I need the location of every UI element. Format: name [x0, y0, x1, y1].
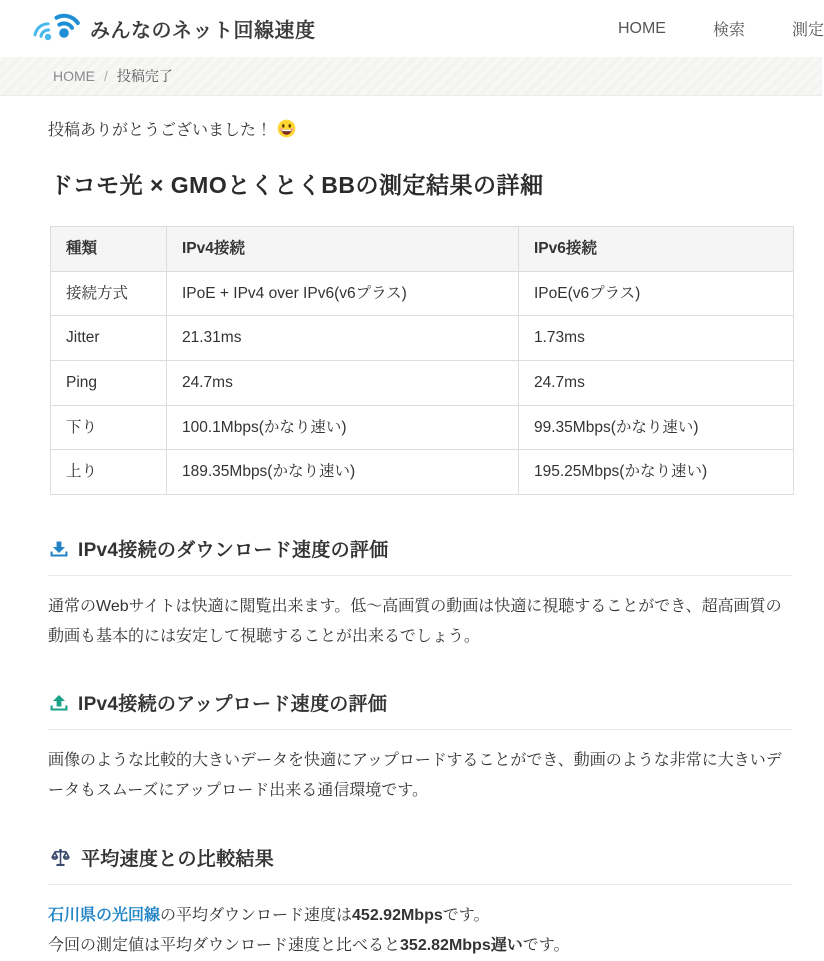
site-title: みんなのネット回線速度	[90, 14, 316, 43]
download-evaluation-text: 通常のWebサイトは快適に閲覧出来ます。低〜高画質の動画は快適に視聴することができ、超高画質の動画も基本的には安定して視聴することが出来るでしょう。	[48, 592, 792, 651]
download-section-label: IPv4接続のダウンロード速度の評価	[78, 535, 389, 562]
table-row	[51, 316, 794, 361]
ipv6-value: 195.25Mbps(かなり速い)	[519, 450, 794, 495]
ipv6-value: 1.73ms	[519, 316, 794, 361]
ipv6-value: 99.35Mbps(かなり速い)	[519, 405, 794, 450]
comparison-section-title	[48, 844, 792, 885]
comparison-result-text	[48, 901, 792, 961]
upload-section-title	[48, 689, 792, 730]
download-section-title	[48, 535, 792, 576]
page-title: ドコモ光 × GMOとくとくBBの測定結果の詳細	[50, 167, 792, 200]
ipv4-value: 189.35Mbps(かなり速い)	[167, 450, 519, 495]
comparison-line2-text: 今回の測定値は平均ダウンロード速度と比べると	[48, 937, 400, 954]
breadcrumb-current-page: 投稿完了	[117, 66, 173, 86]
site-logo[interactable]	[35, 11, 316, 47]
comparison-section-label: 平均速度との比較結果	[81, 844, 274, 871]
results-table	[50, 226, 794, 495]
col-header-ipv4: IPv4接続	[167, 227, 519, 272]
ipv6-value: 24.7ms	[519, 361, 794, 406]
grinning-face-emoji	[277, 119, 296, 138]
comparison-line2-suffix: です。	[523, 937, 570, 954]
site-header	[0, 0, 822, 57]
average-download-speed: 452.92Mbps	[352, 907, 443, 924]
table-row	[51, 271, 794, 316]
row-label: Ping	[51, 361, 167, 406]
comparison-line1-text: の平均ダウンロード速度は	[160, 907, 352, 924]
table-row	[51, 361, 794, 406]
row-label: 上り	[51, 450, 167, 495]
row-label: Jitter	[51, 316, 167, 361]
nav-item-home[interactable]: HOME	[618, 20, 666, 38]
main-content	[0, 96, 822, 961]
table-header-row	[51, 227, 794, 272]
ipv6-value: IPoE(v6プラス)	[519, 271, 794, 316]
nav-item-measure[interactable]: 測定	[792, 17, 824, 40]
breadcrumb-home-link[interactable]: HOME	[53, 68, 95, 84]
breadcrumb-separator: /	[104, 68, 108, 84]
row-label: 接続方式	[51, 271, 167, 316]
upload-icon	[49, 693, 69, 713]
upload-section-label: IPv4接続のアップロード速度の評価	[78, 689, 387, 716]
wifi-speed-logo-icon	[35, 11, 81, 47]
ipv4-value: IPoE + IPv4 over IPv6(v6プラス)	[167, 271, 519, 316]
row-label: 下り	[51, 405, 167, 450]
speed-difference: 352.82Mbps遅い	[400, 937, 523, 954]
ipv4-value: 24.7ms	[167, 361, 519, 406]
download-icon	[49, 539, 69, 559]
main-nav	[571, 17, 822, 40]
col-header-type: 種類	[51, 227, 167, 272]
thanks-text: 投稿ありがとうございました！	[48, 117, 272, 140]
scales-icon	[49, 846, 72, 869]
table-row	[51, 450, 794, 495]
ipv4-value: 100.1Mbps(かなり速い)	[167, 405, 519, 450]
col-header-ipv6: IPv6接続	[519, 227, 794, 272]
upload-evaluation-text: 画像のような比較的大きいデータを快適にアップロードすることができ、動画のような非常に大きいデータもスムーズにアップロード出来る通信環境です。	[48, 746, 792, 805]
breadcrumb	[0, 57, 822, 96]
comparison-line1-suffix: です。	[443, 907, 490, 924]
thanks-message	[48, 117, 792, 140]
table-row	[51, 405, 794, 450]
nav-item-search[interactable]: 検索	[713, 17, 745, 40]
prefecture-link[interactable]: 石川県の光回線	[48, 907, 160, 924]
ipv4-value: 21.31ms	[167, 316, 519, 361]
